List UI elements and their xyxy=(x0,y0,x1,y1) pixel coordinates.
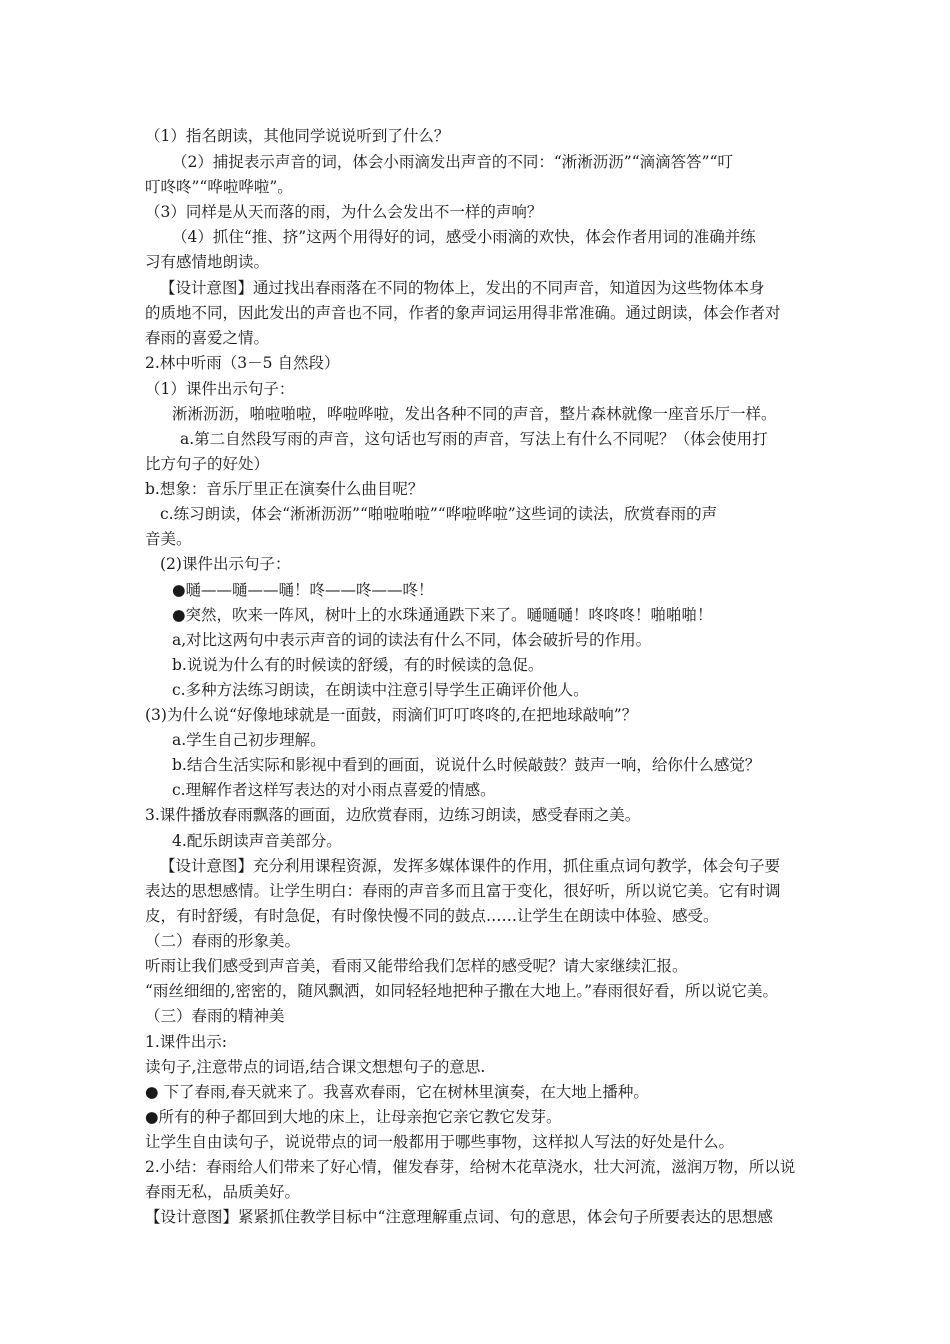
text-line: b.说说为什么有的时候读的舒缓，有的时候读的急促。 xyxy=(172,656,544,674)
text-line: 2.小结：春雨给人们带来了好心情，催发春芽，给树木花草浇水，壮大河流，滋润万物，所以说 xyxy=(145,1158,796,1176)
text-line: “雨丝细细的,密密的，随风飘洒，如同轻轻地把种子撒在大地上。”春雨很好看，所以说它美。 xyxy=(145,982,779,1000)
text-line: 3.课件播放春雨飘落的画面，边欣赏春雨，边练习朗读，感受春雨之美。 xyxy=(145,806,641,824)
text-line: 的质地不同，因此发出的声音也不同，作者的象声词运用得非常准确。通过朗读，体会作者对 xyxy=(145,304,781,322)
text-line: b.结合生活实际和影视中看到的画面，说说什么时候敲鼓？鼓声一响，给你什么感觉？ xyxy=(172,756,761,774)
text-line: a.学生自己初步理解。 xyxy=(172,731,326,749)
text-line: 1.课件出示: xyxy=(145,1033,228,1051)
text-line: a,对比这两句中表示声音的词的读法有什么不同，体会破折号的作用。 xyxy=(172,631,652,649)
text-line: 4.配乐朗读声音美部分。 xyxy=(172,832,342,850)
text-line: 表达的思想感情。让学生明白：春雨的声音多而且富于变化，很好听，所以说它美。它有时调 xyxy=(145,882,781,900)
text-line: （二）春雨的形象美。 xyxy=(145,932,301,950)
text-line: ● 下了春雨,春天就来了。我喜欢春雨，它在树林里演奏，在大地上播种。 xyxy=(145,1083,649,1101)
text-line: c.多种方法练习朗读，在朗读中注意引导学生正确评价他人。 xyxy=(172,681,589,699)
text-line: 春雨的喜爱之情。 xyxy=(145,329,270,347)
text-line: 【设计意图】充分利用课程资源，发挥多媒体课件的作用，抓住重点词句教学，体会句子要 xyxy=(160,857,781,875)
text-line: c.理解作者这样写表达的对小雨点喜爱的情感。 xyxy=(172,781,496,799)
text-line: 读句子,注意带点的词语,结合课文想想句子的意思. xyxy=(145,1058,486,1076)
text-line: 皮，有时舒缓，有时急促，有时像快慢不同的鼓点……让学生在朗读中体验、感受。 xyxy=(145,907,719,925)
text-line: 听雨让我们感受到声音美，看雨又能带给我们怎样的感受呢？请大家继续汇报。 xyxy=(145,957,688,975)
text-line: 让学生自由读句子，说说带点的词一般都用于哪些事物，这样拟人写法的好处是什么。 xyxy=(145,1133,735,1151)
text-line: ●嗵——嗵——嗵！咚——咚——咚！ xyxy=(172,581,434,599)
text-line: 比方句子的好处） xyxy=(145,455,270,473)
text-line: 习有感情地朗读。 xyxy=(145,253,270,271)
text-line: 叮咚咚”“哗啦哗啦”。 xyxy=(145,178,293,196)
text-line: a.第二自然段写雨的声音，这句话也写雨的声音，写法上有什么不同呢？（体会使用打 xyxy=(180,430,768,448)
text-line: 春雨无私，品质美好。 xyxy=(145,1183,301,1201)
text-line: （1）课件出示句子： xyxy=(145,380,295,398)
text-line: c.练习朗读，体会“淅淅沥沥”“啪啦啪啦”“哗啦哗啦”这些词的读法，欣赏春雨的声 xyxy=(160,505,718,523)
text-line: 音美。 xyxy=(145,530,192,548)
text-line: （2）捕捉表示声音的词，体会小雨滴发出声音的不同：“淅淅沥沥”“滴滴答答”“叮 xyxy=(172,153,733,171)
text-line: 【设计意图】紧紧抓住教学目标中“注意理解重点词、句的意思，体会句子所要表达的思想感 xyxy=(145,1208,773,1226)
text-line: (3)为什么说“好像地球就是一面鼓，雨滴们叮叮咚咚的,在把地球敲响”？ xyxy=(145,706,638,724)
text-line: 淅淅沥沥，啪啦啪啦，哗啦哗啦，发出各种不同的声音，整片森林就像一座音乐厅一样。 xyxy=(172,405,777,423)
text-line: 2.林中听雨（3－5 自然段） xyxy=(145,354,340,372)
text-line: b.想象：音乐厅里正在演奏什么曲目呢？ xyxy=(145,480,424,498)
text-line: ●突然，吹来一阵风，树叶上的水珠通通跌下来了。嗵嗵嗵！咚咚咚！啪啪啪！ xyxy=(172,606,713,624)
text-line: （1）指名朗读，其他同学说说听到了什么？ xyxy=(145,127,450,145)
text-line: （4）抓住“推、挤”这两个用得好的词，感受小雨滴的欢快，体会作者用词的准确并练 xyxy=(172,228,756,246)
text-line: ●所有的种子都回到大地的床上，让母亲抱它亲它教它发芽。 xyxy=(145,1108,562,1126)
text-line: 【设计意图】通过找出春雨落在不同的物体上，发出的不同声音，知道因为这些物体本身 xyxy=(160,279,765,297)
text-line: （三）春雨的精神美 xyxy=(145,1007,285,1025)
text-line: （3）同样是从天而落的雨，为什么会发出不一样的声响？ xyxy=(145,203,543,221)
text-line: (2)课件出示句子： xyxy=(160,555,291,573)
